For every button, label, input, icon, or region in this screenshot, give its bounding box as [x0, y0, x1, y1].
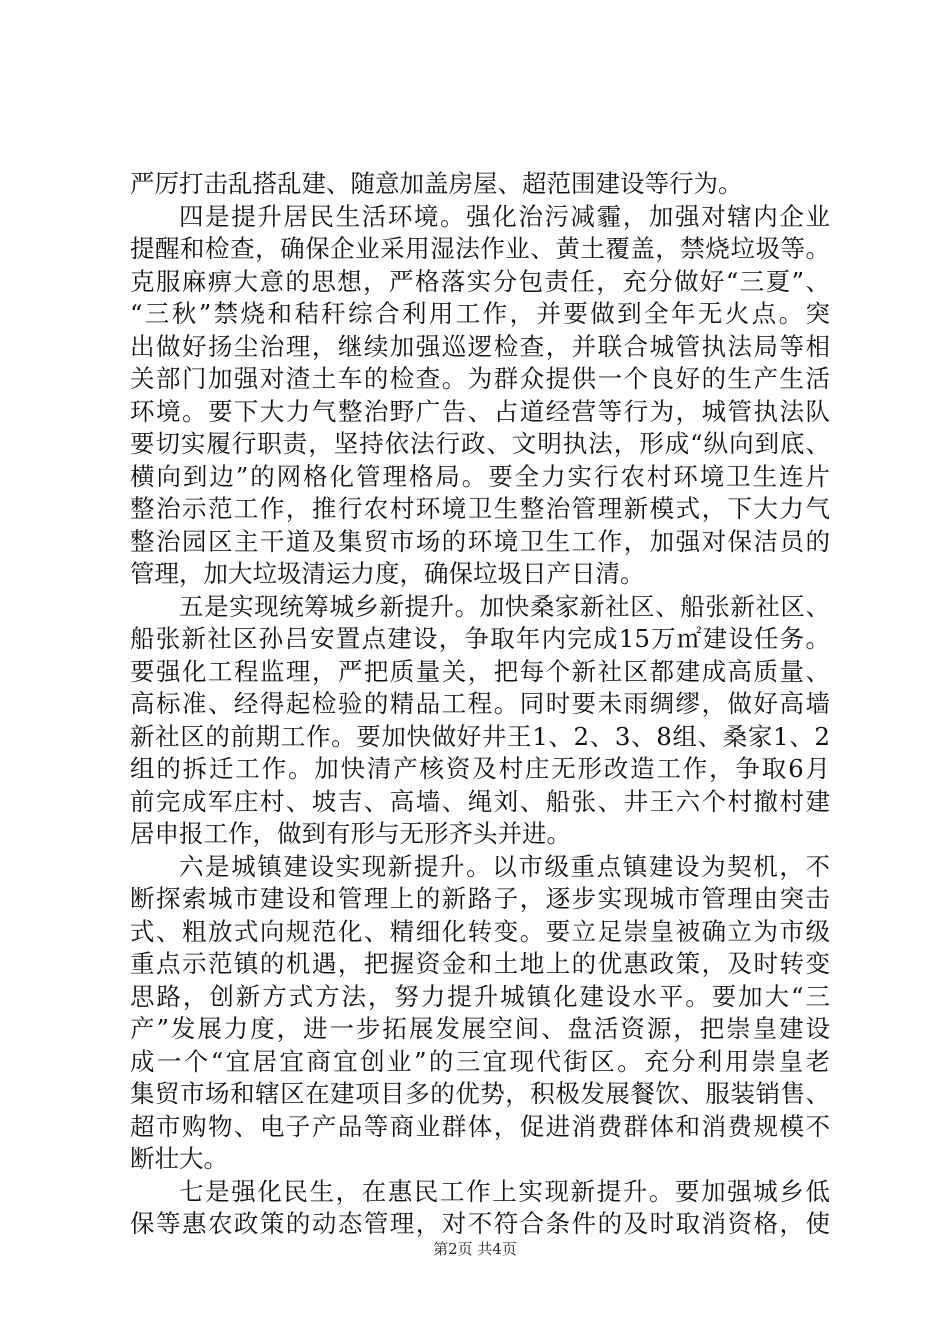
- page-footer: 第2页 共4页: [433, 1240, 517, 1258]
- text-line: 关部门加强对渣土车的检查。为群众提供一个良好的生产生活: [130, 364, 830, 393]
- text-line: 横向到边”的网格化管理格局。要全力实行农村环境卫生连片: [130, 461, 830, 491]
- text-line: 前完成军庄村、坡吉、高墙、绳刘、船张、井王六个村撤村建: [130, 786, 830, 816]
- text-line: 整治园区主干道及集贸市场的环境卫生工作，加强对保洁员的: [130, 526, 830, 556]
- text-line: 要强化工程监理，严把质量关，把每个新社区都建成高质量、: [130, 656, 830, 686]
- text-line: 思路，创新方式方法，努力提升城镇化建设水平。要加大“三: [130, 981, 830, 1011]
- text-line: 断壮大。: [130, 1144, 228, 1173]
- text-line: 整治示范工作，推行农村环境卫生整治管理新模式，下大力气: [130, 494, 830, 523]
- text-line: 要切实履行职责，坚持依法行政、文明执法，形成“纵向到底、: [130, 429, 830, 458]
- text-line: 新社区的前期工作。要加快做好井王1、2、3、8组、桑家1、2: [130, 721, 830, 751]
- paragraph-first-line: 四是提升居民生活环境。强化治污减霾，加强对辖内企业: [179, 201, 830, 231]
- text-line: 产”发展力度，进一步拓展发展空间、盘活资源，把崇皇建设: [130, 1014, 830, 1043]
- text-line: 船张新社区孙吕安置点建设，争取年内完成15万㎡建设任务。: [130, 624, 830, 653]
- text-line: “三秋”禁烧和秸秆综合利用工作，并要做到全年无火点。突: [130, 299, 830, 328]
- text-line: 保等惠农政策的动态管理，对不符合条件的及时取消资格，使: [130, 1209, 830, 1238]
- paragraph-first-line: 五是实现统筹城乡新提升。加快桑家新社区、船张新社区、: [179, 591, 830, 621]
- text-line: 环境。要下大力气整治野广告、占道经营等行为，城管执法队: [130, 396, 830, 426]
- text-line: 重点示范镇的机遇，把握资金和土地上的优惠政策，及时转变: [130, 949, 830, 978]
- text-line: 出做好扬尘治理，继续加强巡逻检查，并联合城管执法局等相: [130, 331, 830, 361]
- paragraph-first-line: 七是强化民生，在惠民工作上实现新提升。要加强城乡低: [179, 1176, 830, 1206]
- text-line: 断探索城市建设和管理上的新路子，逐步实现城市管理由突击: [130, 884, 830, 913]
- text-line: 管理，加大垃圾清运力度，确保垃圾日产日清。: [130, 559, 645, 588]
- paragraph-first-line: 六是城镇建设实现新提升。以市级重点镇建设为契机，不: [179, 851, 830, 881]
- text-line: 克服麻痹大意的思想，严格落实分包责任，充分做好“三夏”、: [130, 266, 830, 296]
- text-line: 提醒和检查，确保企业采用湿法作业、黄土覆盖，禁烧垃圾等。: [130, 234, 830, 263]
- text-line: 居申报工作，做到有形与无形齐头并进。: [130, 819, 571, 848]
- document-body: [130, 168, 830, 1241]
- text-line: 集贸市场和辖区在建项目多的优势，积极发展餐饮、服装销售、: [130, 1079, 830, 1108]
- text-line: 高标准、经得起检验的精品工程。同时要未雨绸缪，做好高墙: [130, 689, 830, 718]
- text-line: 严厉打击乱搭乱建、随意加盖房屋、超范围建设等行为。: [130, 169, 743, 198]
- text-line: 式、粗放式向规范化、精细化转变。要立足崇皇被确立为市级: [130, 916, 830, 946]
- text-line: 组的拆迁工作。加快清产核资及村庄无形改造工作，争取6月: [130, 754, 830, 783]
- text-line: 超市购物、电子产品等商业群体，促进消费群体和消费规模不: [130, 1111, 830, 1141]
- text-line: 成一个“宜居宜商宜创业”的三宜现代街区。充分利用崇皇老: [130, 1046, 830, 1076]
